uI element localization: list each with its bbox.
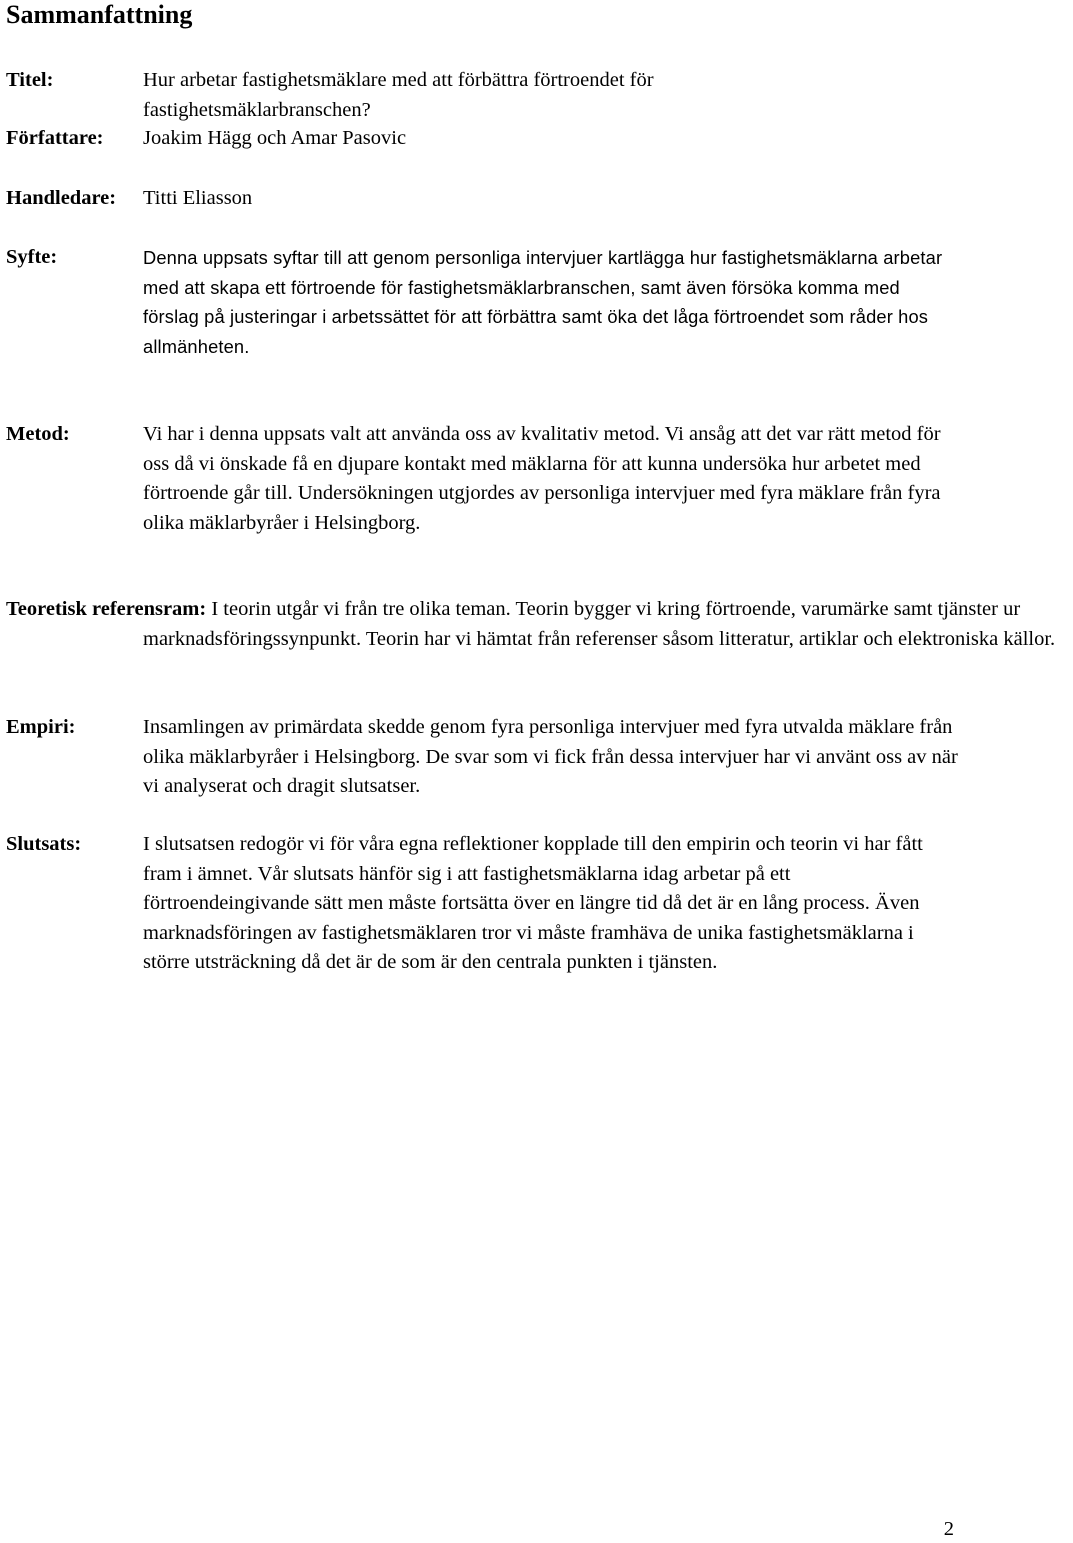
empiri-label: Empiri: — [6, 716, 76, 738]
forfattare-text: Joakim Hägg och Amar Pasovic — [143, 127, 407, 149]
syfte-text: Denna uppsats syftar till att genom personliga intervjuer kartlägga hur fastighetsmäklarna arbetar med att skapa ett förtroende för fastighetsmäklarbranschen, samt även försöka komma med förslag på justeringar i arbetssättet för att förbättra samt öka det låga förtroendet som råder hos allmänheten. — [143, 247, 943, 357]
teoretisk-referensram-text: I teorin utgår vi från tre olika teman. Teorin bygger vi kring förtroende, varumärke samt tjänster ur marknadsföringssynpunkt. Teorin har vi hämtat från referenser såsom litteratur, artiklar och elektroniska källor. — [143, 598, 1056, 650]
syfte-label: Syfte: — [6, 246, 58, 268]
titel-text: Hur arbetar fastighetsmäklare med att förbättra förtroendet för fastighetsmäklarbranschen? — [143, 69, 654, 121]
slutsats-text: I slutsatsen redogör vi för våra egna reflektioner kopplade till den empirin och teorin vi har fått fram i ämnet. Vår slutsats hänför sig i att fastighetsmäklarna idag arbetar på ett förtroendeingivande sätt men måste fortsätta över en längre tid då det är en lång process. Även marknadsföringen av fastighetsmäklaren tror vi måste framhäva de unika fastighetsmäklarna i större utsträckning då det är de som är den centrala punkten i tjänsten. — [143, 833, 923, 973]
forfattare-label: Författare: — [6, 127, 104, 149]
metod-text: Vi har i denna uppsats valt att använda oss av kvalitativ metod. Vi ansåg att det var rätt metod för oss då vi önskade få en djupare kontakt med mäklarna för att kunna undersöka hur arbetet med förtroende går till. Undersökningen utgjordes av personliga intervjuer med fyra mäklare från fyra olika mäklarbyråer i Helsingborg. — [143, 423, 941, 534]
page-heading: Sammanfattning — [6, 0, 193, 29]
teoretisk-referensram-paragraph — [6, 595, 1073, 654]
titel-label: Titel: — [6, 69, 54, 91]
metod-label: Metod: — [6, 423, 70, 445]
slutsats-label: Slutsats: — [6, 833, 82, 855]
handledare-text: Titti Eliasson — [143, 187, 253, 209]
handledare-label: Handledare: — [6, 187, 117, 209]
page-number: 2 — [943, 1518, 954, 1540]
teoretisk-referensram-label: Teoretisk referensram: — [6, 598, 207, 620]
empiri-text: Insamlingen av primärdata skedde genom fyra personliga intervjuer med fyra utvalda mäklare från olika mäklarbyråer i Helsingborg. De svar som vi fick från dessa intervjuer har vi använt oss av när vi analyserat och dragit slutsatser. — [143, 716, 958, 797]
